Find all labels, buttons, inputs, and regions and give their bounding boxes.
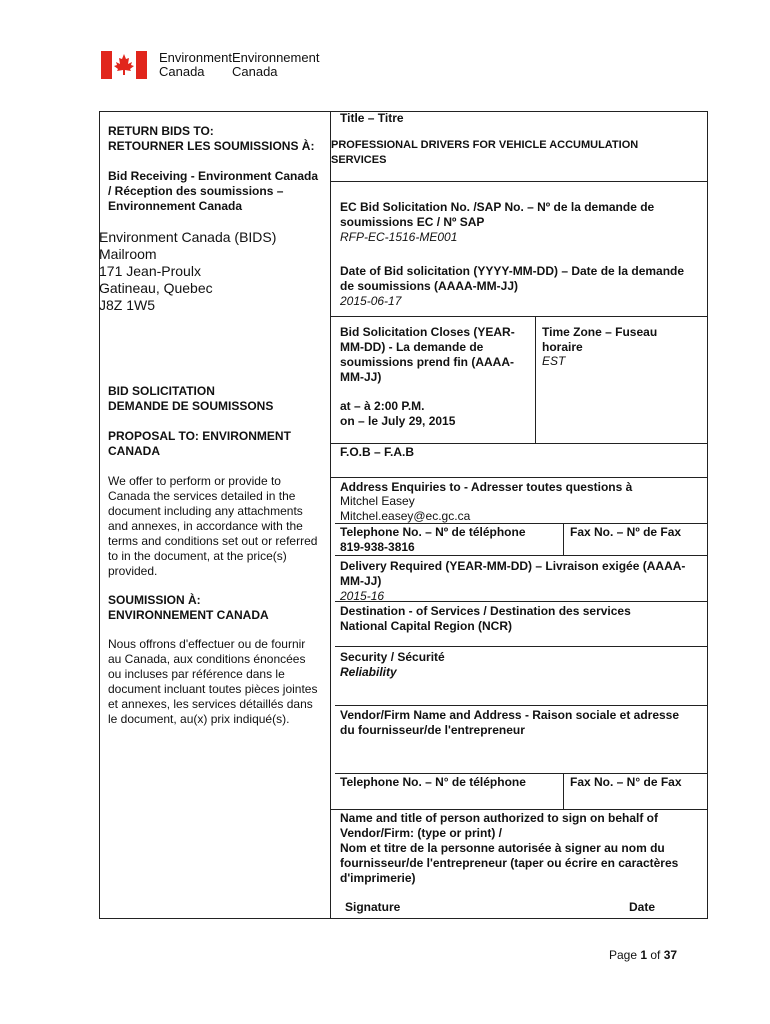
authorized-person-label: Name and title of person authorized to sign on behalf of Vendor/Firm: (type or print) / Nom et titre de la personne autorisée à signer au nom du fournisseur/de l'entrepreneur (taper ou écrire en caractères d'imprimerie): [340, 811, 679, 885]
enquiries-email: Mitchel.easey@ec.gc.ca: [340, 509, 471, 523]
offer-text-fr: Nous offrons d'effectuer ou de fournir au Canada, aux conditions énoncées ou incluses par référence dans le document incluant toutes pièces jointes et annexes, les services détaillés dans le document, au(x) prix indiqué(s).: [108, 637, 318, 726]
logo-text-fr-2: Canada: [232, 64, 278, 79]
page-of: of: [647, 948, 664, 962]
date-sign-label: Date: [629, 900, 656, 914]
security-value: Reliability: [340, 665, 397, 679]
time-zone-value: EST: [542, 354, 566, 368]
offer-text-en: We offer to perform or provide to Canada the services detailed in the document including any attachments and annexes, in accordance with the terms and conditions set out or referred to in the document, at the price(s) provided.: [108, 474, 318, 578]
solicitation-date-value: 2015-06-17: [340, 294, 402, 308]
enquiries-label: Address Enquiries to - Adresser toutes questions à: [340, 480, 633, 494]
logo-text-en-1: Environment: [159, 50, 232, 65]
title-label: Title – Titre: [340, 111, 404, 125]
vendor-fax-label: Fax No. – N° de Fax: [570, 775, 682, 789]
fob-label: F.O.B – F.A.B: [340, 445, 415, 459]
page-current: 1: [640, 948, 648, 962]
signature-label: Signature: [345, 900, 401, 914]
vendor-name-label: Vendor/Firm Name and Address - Raison sociale et adresse du fournisseur/de l'entrepreneur: [340, 708, 680, 737]
page-prefix: Page: [609, 948, 641, 962]
enquiries-contact-name: Mitchel Easey: [340, 494, 415, 508]
title-value: PROFESSIONAL DRIVERS FOR VEHICLE ACCUMULATION SERVICES: [331, 139, 639, 166]
solicitation-number-label: EC Bid Solicitation No. /SAP No. – Nº de la demande de soumissions EC / Nº SAP: [340, 200, 655, 229]
return-bids-label: RETURN BIDS TO:: [108, 124, 214, 138]
logo-text-en-2: Canada: [159, 64, 205, 79]
closing-date-label: Bid Solicitation Closes (YEAR- MM-DD) - La demande de soumissions prend fin (AAAA- MM-JJ): [340, 325, 515, 384]
solicitation-number-value: RFP-EC-1516-ME001: [340, 230, 458, 244]
destination-value: National Capital Region (NCR): [340, 619, 513, 633]
logo-text-fr-1: Environnement: [232, 50, 320, 65]
security-label: Security / Sécurité: [340, 650, 445, 664]
bid-solicitation-heading: BID SOLICITATION DEMANDE DE SOUMISSONS: [108, 384, 274, 413]
soumission-heading: SOUMISSION À: ENVIRONNEMENT CANADA: [108, 593, 269, 622]
canada-flag-icon: [101, 51, 147, 79]
delivery-label: Delivery Required (YEAR-MM-DD) – Livraison exigée (AAAA- MM-JJ): [340, 559, 686, 588]
delivery-value: 2015-16: [340, 589, 385, 603]
destination-label: Destination - of Services / Destination des services: [340, 604, 631, 618]
telephone-label: Telephone No. – Nº de téléphone: [340, 525, 526, 539]
fax-label: Fax No. – Nº de Fax: [570, 525, 682, 539]
return-bids-label-fr: RETOURNER LES SOUMISSIONS À:: [108, 139, 315, 153]
return-address: Environment Canada (BIDS) Mailroom 171 Jean-Proulx Gatineau, Quebec J8Z 1W5: [99, 229, 277, 313]
closing-time-value: at – à 2:00 P.M. on – le July 29, 2015: [340, 399, 456, 428]
bid-receiving-label: Bid Receiving - Environment Canada / Réception des soumissions – Environnement Canada: [108, 169, 319, 213]
proposal-to-heading: PROPOSAL TO: ENVIRONMENT CANADA: [108, 429, 291, 458]
page-total: 37: [663, 948, 678, 962]
telephone-value: 819-938-3816: [340, 540, 415, 554]
time-zone-label: Time Zone – Fuseau horaire: [542, 325, 658, 354]
vendor-telephone-label: Telephone No. – N° de téléphone: [340, 775, 526, 789]
solicitation-date-label: Date of Bid solicitation (YYYY-MM-DD) – Date de la demande de soumissions (AAAA-MM-JJ): [340, 264, 685, 293]
page-number: [609, 948, 677, 963]
